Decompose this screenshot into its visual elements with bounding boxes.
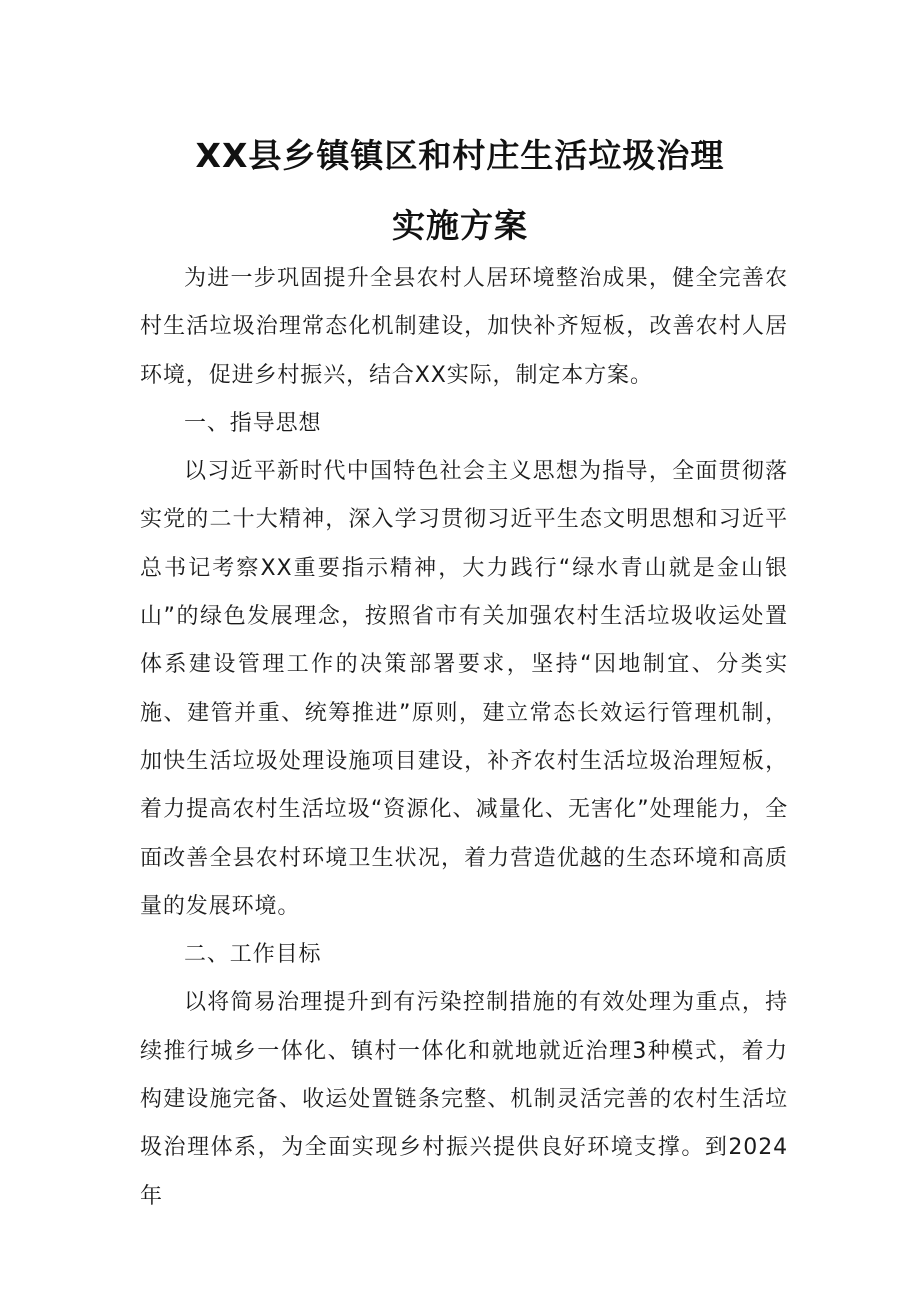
section-heading-guiding-ideology: 一、指导思想 bbox=[184, 410, 322, 436]
work-goals-paragraph: 以将简易治理提升到有污染控制措施的有效处理为重点，持续推行城乡一体化、镇村一体化和就地就近治理3种模式，着力构建设施完备、收运处置链条完整、机制灵活完善的农村生活垃圾治理体系，为全面实现乡村振兴提供良好环境支撑。到2024年 bbox=[140, 990, 788, 1209]
intro-paragraph: 为进一步巩固提升全县农村人居环境整治成果，健全完善农村生活垃圾治理常态化机制建设，加快补齐短板，改善农村人居环境，促进乡村振兴，结合XX实际，制定本方案。 bbox=[140, 266, 788, 388]
document-title-line-1: XX县乡镇镇区和村庄生活垃圾治理 bbox=[195, 136, 725, 175]
document-title-line-2: 实施方案 bbox=[392, 206, 528, 245]
guiding-ideology-paragraph: 以习近平新时代中国特色社会主义思想为指导，全面贯彻落实党的二十大精神，深入学习贯彻习近平生态文明思想和习近平总书记考察XX重要指示精神，大力践行“绿水青山就是金山银山”的绿色发展理念，按照省市有关加强农村生活垃圾收运处置体系建设管理工作的决策部署要求，坚持“因地制宜、分类实施、建管并重、统筹推进”原则，建立常态长效运行管理机制，加快生活垃圾处理设施项目建设，补齐农村生活垃圾治理短板，着力提高农村生活垃圾“资源化、减量化、无害化”处理能力，全面改善全县农村环境卫生状况，着力营造优越的生态环境和高质量的发展环境。 bbox=[140, 459, 788, 919]
document-body bbox=[140, 255, 788, 1221]
section-heading-work-goals: 二、工作目标 bbox=[184, 942, 322, 968]
